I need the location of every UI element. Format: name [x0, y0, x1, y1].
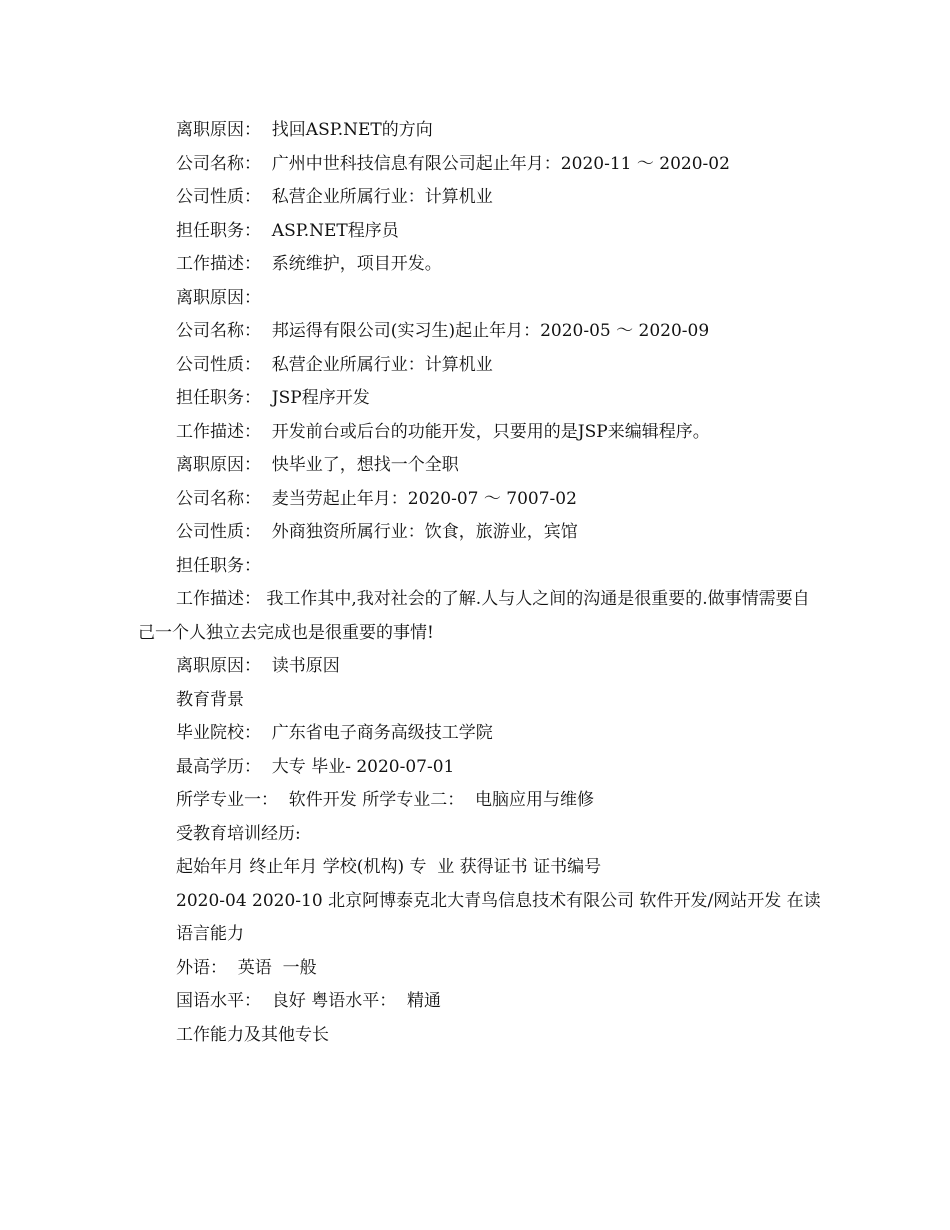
work-description-line-2: 工作描述： 开发前台或后台的功能开发，只要用的是JSP来编辑程序。: [176, 421, 710, 442]
company-name-line-1: 公司名称： 广州中世科技信息有限公司起止年月：2020-11 ～ 2020-02: [176, 153, 730, 174]
company-type-line-2: 公司性质： 私营企业所属行业：计算机业: [176, 354, 493, 375]
position-line-2: 担任职务： JSP程序开发: [176, 388, 370, 408]
company-name-line-3: 公司名称： 麦当劳起止年月：2020-07 ～ 7007-02: [176, 488, 577, 509]
leave-reason-line-1: 离职原因： 找回ASP.NET的方向: [176, 120, 433, 140]
training-heading: 受教育培训经历:: [176, 823, 301, 844]
leave-reason-line-4: 离职原因： 读书原因: [176, 656, 340, 676]
company-type-line-1: 公司性质： 私营企业所属行业：计算机业: [176, 187, 493, 207]
degree-line: 最高学历： 大专 毕业- 2020-07-01: [176, 756, 455, 777]
foreign-language-line: 外语： 英语 一般: [176, 957, 317, 978]
training-table-header: 起始年月 终止年月 学校(机构) 专 业 获得证书 证书编号: [176, 857, 602, 877]
education-heading: 教育背景: [176, 689, 244, 710]
company-name-line-2: 公司名称： 邦运得有限公司(实习生)起止年月：2020-05 ～ 2020-09: [176, 321, 710, 341]
position-line-1: 担任职务： ASP.NET程序员: [176, 220, 399, 241]
position-line-3: 担任职务：: [176, 555, 261, 576]
document-body: [138, 114, 826, 1052]
major-line: 所学专业一： 软件开发 所学专业二： 电脑应用与维修: [176, 790, 595, 810]
leave-reason-line-2: 离职原因：: [176, 287, 261, 308]
school-line: 毕业院校： 广东省电子商务高级技工学院: [176, 723, 493, 743]
language-heading: 语言能力: [176, 924, 244, 944]
work-description-line-3: 工作描述： 我工作其中,我对社会的了解.人与人之间的沟通是很重要的.做事情需要自己一个人独立去完成也是很重要的事情!: [138, 589, 810, 643]
leave-reason-line-3: 离职原因： 快毕业了，想找一个全职: [176, 455, 459, 475]
dialect-line: 国语水平： 良好 粤语水平： 精通: [176, 991, 442, 1011]
work-description-line-1: 工作描述： 系统维护，项目开发。: [176, 254, 442, 274]
company-type-line-3: 公司性质： 外商独资所属行业：饮食，旅游业，宾馆: [176, 522, 578, 542]
skills-heading: 工作能力及其他专长: [176, 1024, 329, 1045]
training-row: 2020-04 2020-10 北京阿博泰克北大青鸟信息技术有限公司 软件开发/网站开发 在读: [176, 890, 821, 911]
